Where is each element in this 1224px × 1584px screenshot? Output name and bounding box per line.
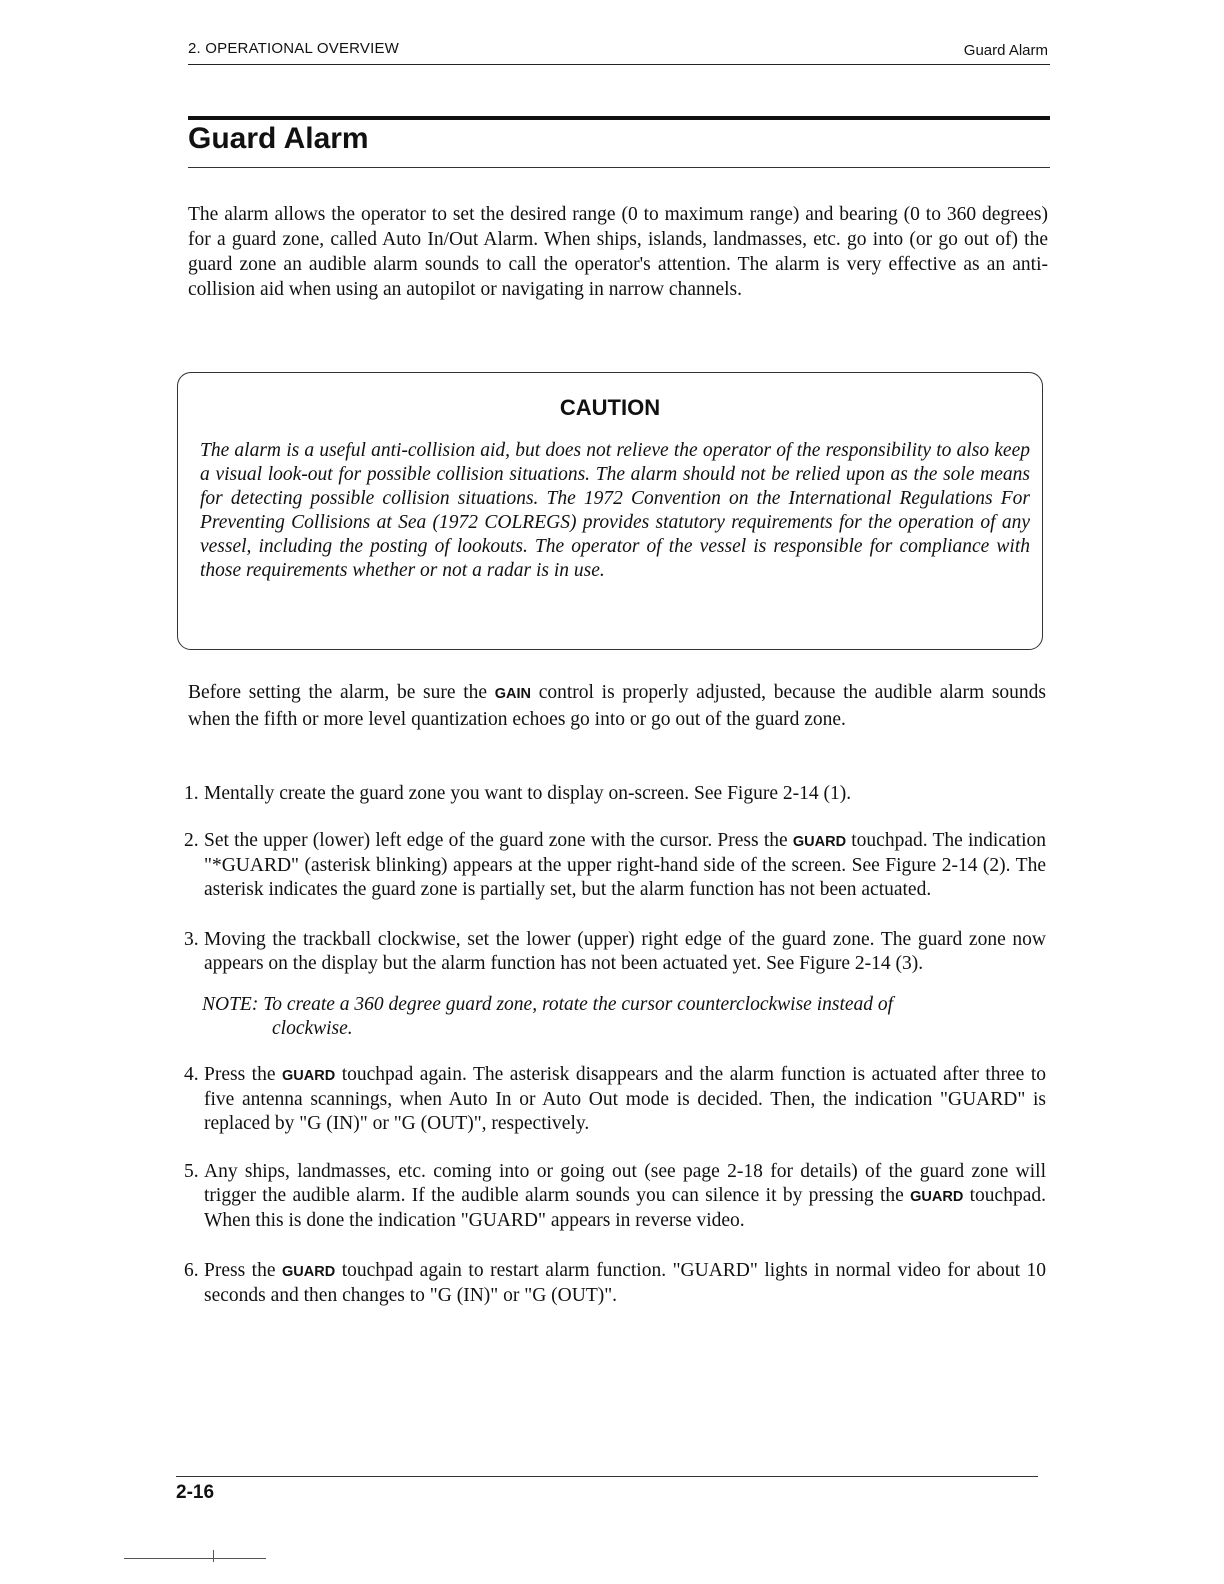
- guard-keyword: GUARD: [282, 1264, 336, 1280]
- header-section: 2. OPERATIONAL OVERVIEW: [188, 40, 400, 57]
- intro-paragraph: The alarm allows the operator to set the desired range (0 to maximum range) and bearing (0 to 360 degrees) for a guard zone, called Auto In/Out Alarm. When ships, islands, landmasses, etc. go into (or go out of) the guard zone an audible alarm sounds to call the operator's attention. The alarm is very effective as an anti-collision aid when using an autopilot or navigating in narrow channels.: [188, 204, 1048, 300]
- caution-text: The alarm is a useful anti-collision aid, but does not relieve the operator of the responsibility to also keep a visual look-out for possible collision situations. The alarm should not be relied upon as the sole means for detecting possible collision situations. The 1972 Convention on the International Regulations For Preventing Collisions at Sea (1972 COLREGS) provides statutory requirements for the operation of any vessel, including the posting of lookouts. The operator of the vessel is responsible for compliance with those requirements whether or not a radar is in use.: [200, 440, 1030, 581]
- step-number: 4.: [184, 1064, 199, 1085]
- note-line-2: clockwise.: [272, 1018, 353, 1039]
- step-text-before: Press the: [204, 1260, 283, 1281]
- note: [202, 993, 1046, 1041]
- title-rule-bottom: [188, 167, 1050, 168]
- step-6: [184, 1259, 1046, 1308]
- step-text-before: Press the: [204, 1064, 283, 1085]
- page-number: 2-16: [176, 1482, 215, 1503]
- step-4: [184, 1063, 1046, 1136]
- step-number: 2.: [184, 830, 199, 851]
- note-line-1: NOTE: To create a 360 degree guard zone, rotate the cursor counterclockwise instead of: [202, 994, 894, 1015]
- steps-list: [184, 782, 1046, 1308]
- step-text-after: touchpad again to restart alarm function. "GUARD" lights in normal video for about 10 seconds and then changes to "G (IN)" or "G (OUT)".: [204, 1260, 1046, 1306]
- step-text-before: Set the upper (lower) left edge of the guard zone with the cursor. Press the: [204, 830, 793, 851]
- caution-heading: CAUTION: [559, 395, 661, 420]
- step-text-before: Any ships, landmasses, etc. coming into or going out (see page 2-18 for details) of the guard zone will trigger the audible alarm. If the audible alarm sounds you can silence it by pressing the: [204, 1161, 1046, 1206]
- gain-text-after: control is properly adjusted, because the audible alarm sounds when the fifth or more level quantization echoes go into or go out of the guard zone.: [188, 682, 1047, 730]
- guard-keyword: GUARD: [792, 834, 847, 850]
- step-text-after: touchpad again. The asterisk disappears and the alarm function is actuated after three to five antenna scannings, when Auto In or Auto Out mode is decided. Then, the indication "GUARD" is replaced by "G (IN)" or "G (OUT)", respectively.: [204, 1064, 1046, 1134]
- crop-mark-tick: [213, 1550, 214, 1562]
- footer-rule: [176, 1476, 1038, 1477]
- step-5: [184, 1160, 1046, 1233]
- step-text: Moving the trackball clockwise, set the lower (upper) right edge of the guard zone. The guard zone now appears on the display but the alarm function has not been actuated yet. See Figure 2-14 (3).: [204, 929, 1046, 974]
- step-text-after: touchpad. When this is done the indication "GUARD" appears in reverse video.: [204, 1185, 1046, 1231]
- page-title: Guard Alarm: [188, 122, 369, 155]
- step-number: 1.: [184, 783, 199, 804]
- caution-box: [177, 372, 1043, 650]
- step-text-after: touchpad. The indication "*GUARD" (asterisk blinking) appears at the upper right-hand side of the screen. See Figure 2-14 (2). The asterisk indicates the guard zone is partially set, but the alarm function has not been actuated.: [204, 830, 1046, 900]
- step-number: 6.: [184, 1260, 199, 1281]
- guard-keyword: GUARD: [282, 1068, 336, 1084]
- guard-keyword: GUARD: [910, 1189, 964, 1205]
- title-rule-top: [188, 116, 1050, 120]
- running-header: [188, 36, 1050, 65]
- step-3: [184, 928, 1046, 976]
- gain-text-before: Before setting the alarm, be sure the: [188, 682, 495, 703]
- step-number: 3.: [184, 929, 199, 950]
- step-1: [184, 782, 1046, 806]
- step-text: Mentally create the guard zone you want to display on-screen. See Figure 2-14 (1).: [204, 783, 852, 804]
- header-topic: Guard Alarm: [963, 42, 1048, 59]
- gain-paragraph: [188, 680, 1046, 732]
- crop-mark: [124, 1558, 266, 1559]
- step-number: 5.: [184, 1161, 199, 1182]
- gain-keyword: GAIN: [494, 686, 532, 702]
- step-2: [184, 829, 1046, 902]
